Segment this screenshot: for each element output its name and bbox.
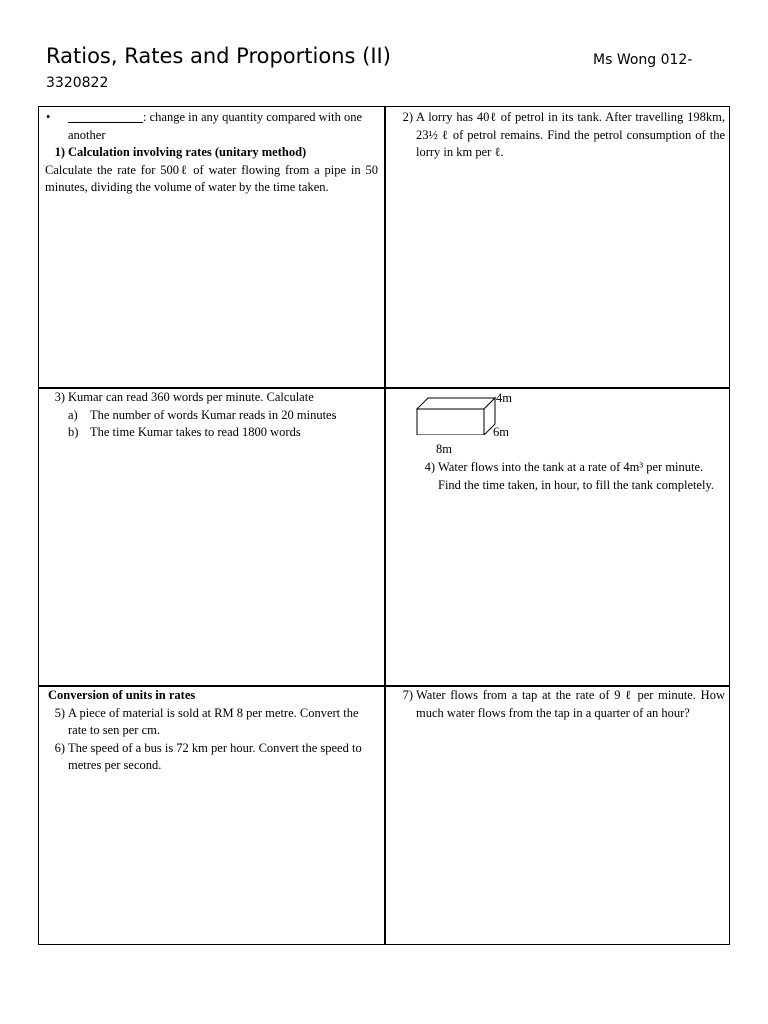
question-3-part-b [68,424,378,442]
question-3-text: Kumar can read 360 words per minute. Calculate [68,390,314,404]
question-number: 6) [54,740,65,755]
example-text: Calculate the rate for 500ℓ of water flowing from a pipe in 50 minutes, dividing the volume of water by the time taken. [45,162,378,194]
tank-width-label: 4m [496,391,512,405]
question-3-parts [68,407,378,442]
cell-conversion [39,687,384,944]
question-grid [38,106,730,945]
teacher-phone: 3320822 [46,75,109,91]
section-heading-text: Calculation involving rates (unitary method) [68,145,307,159]
section-heading-rates [54,144,378,162]
question-2-text: A lorry has 40ℓ of petrol in its tank. After travelling 198km, 23½ ℓ of petrol remains. Find the petrol consumption of the lorry in km per ℓ. [416,110,725,159]
part-text: The time Kumar takes to read 1800 words [90,425,301,439]
cell-question-7 [386,687,729,944]
question-number: 5) [54,705,65,720]
cell-question-4 [386,389,729,685]
question-5 [54,705,378,740]
question-5-text: A piece of material is sold at RM 8 per metre. Convert the rate to sen per cm. [68,705,359,737]
question-7-text: Water flows from a tap at the rate of 9 ℓ per minute. How much water flows from the tap in a quarter of an hour? [416,688,725,720]
question-3 [54,389,378,407]
tank-height-label: 6m [493,425,509,439]
question-6 [54,740,378,775]
part-label: b) [68,425,79,439]
definition-item [46,109,378,144]
definition-blank[interactable]: ____________ [68,110,143,124]
question-number: 4) [424,460,435,474]
tank-length-label: 8m [436,442,452,456]
question-4-text: Water flows into the tank at a rate of 4m³ per minute. Find the time taken, in hour, to fill the tank completely. [438,460,715,492]
question-7 [402,687,725,722]
bullet-icon: • [46,110,51,124]
question-number: 7) [402,688,413,702]
teacher-name: Ms Wong 012- [593,52,693,68]
cell-question-3 [39,389,384,685]
cell-definition-and-rates [39,107,384,387]
section-number: 1) [54,145,65,159]
question-6-text: The speed of a bus is 72 km per hour. Convert the speed to metres per second. [68,740,362,772]
question-3-part-a [68,407,378,425]
worksheet-title: Ratios, Rates and Proportions (II) [46,44,391,68]
part-label: a) [68,407,78,422]
definition-text: : change in any quantity compared with one another [68,110,363,142]
question-2 [402,109,725,162]
question-number: 3) [54,390,65,404]
tank-cuboid-diagram [416,395,496,435]
conversion-heading: Conversion of units in rates [48,688,196,702]
question-number: 2) [402,110,413,124]
question-4 [424,459,723,494]
cell-question-2 [386,107,729,387]
part-text: The number of words Kumar reads in 20 minutes [90,407,337,422]
